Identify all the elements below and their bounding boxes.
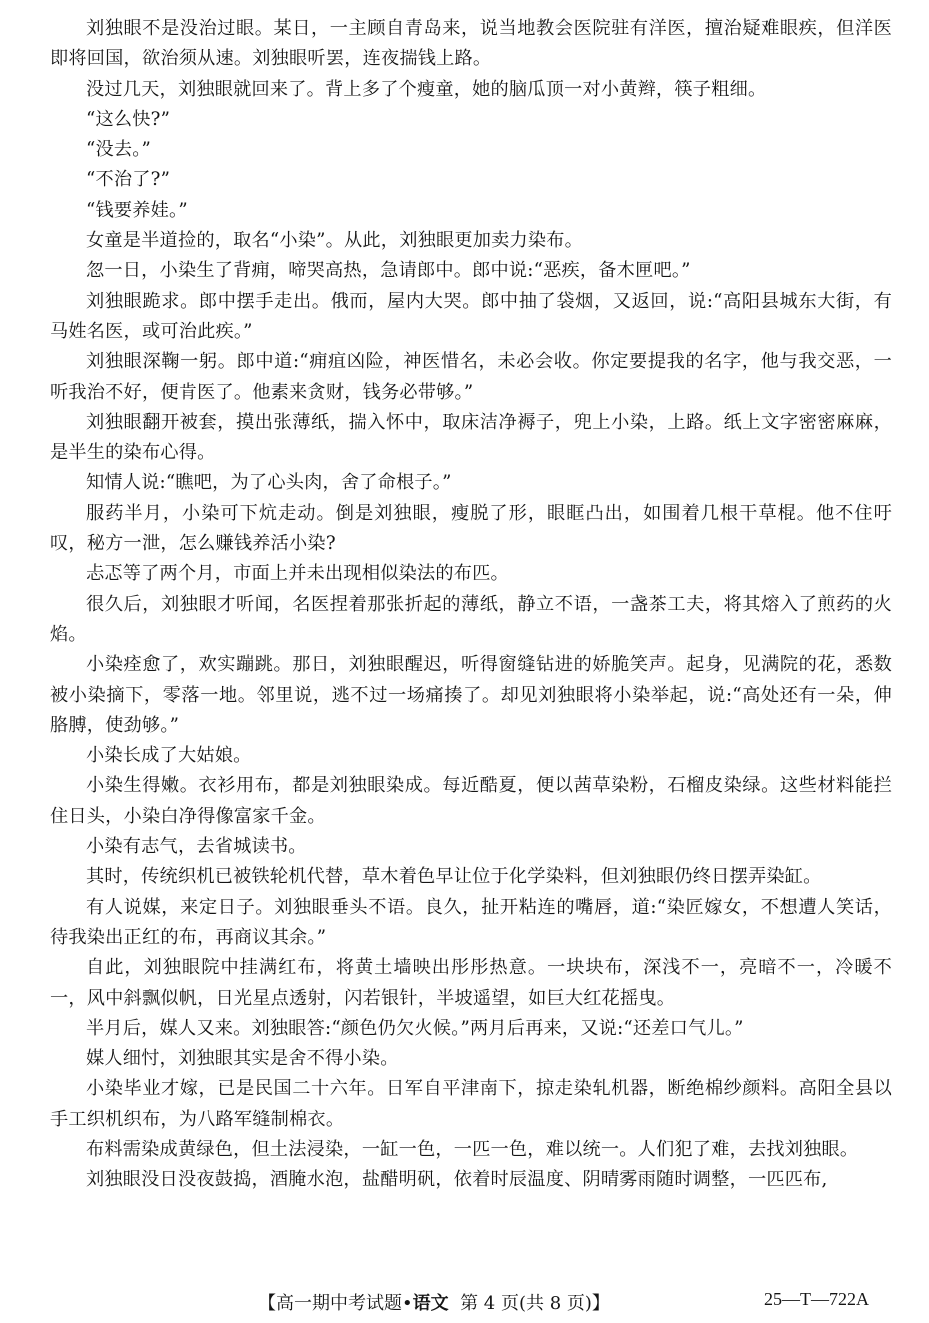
paragraph: 半月后，媒人又来。刘独眼答:“颜色仍欠火候。”两月后再来，又说:“还差口气儿。” [86,1017,744,1039]
paragraph: 刘独眼跪求。郎中摆手走出。俄而，屋内大哭。郎中抽了袋烟，又返回，说:“高阳县城东大街，有马姓名医，或可治此疾。” [50,290,892,342]
footer-close-bracket: 】 [591,1293,610,1314]
paragraph: 小染毕业才嫁，已是民国二十六年。日军自平津南下，掠走染轧机器，断绝棉纱颜料。高阳全县以手工织机织布，为八路军缝制棉衣。 [50,1078,892,1130]
paragraph: 小染生得嫩。衣衫用布，都是刘独眼染成。每近酷夏，便以茜草染粉，石榴皮染绿。这些材料能拦住日头，小染白净得像富家千金。 [50,775,892,827]
paragraph: “不治了?” [86,169,171,191]
paragraph: 女童是半道捡的，取名“小染”。从此，刘独眼更加卖力染布。 [86,230,584,252]
paragraph: 布料需染成黄绿色，但土法浸染，一缸一色，一匹一色，难以统一。人们犯了难，去找刘独眼。 [86,1138,859,1160]
paragraph: 刘独眼深鞠一躬。郎中道:“痈疽凶险，神医惜名，未必会收。你定要提我的名字，他与我交恶，一听我治不好，便肯医了。他素来贪财，钱务必带够。” [50,351,892,403]
paragraph: “这么快?” [86,108,171,130]
paragraph: 忽一日，小染生了背痈，啼哭高热，急请郎中。郎中说:“恶疾，备木匣吧。” [86,260,691,282]
paragraph: 服药半月，小染可下炕走动。倒是刘独眼，瘦脱了形，眼眶凸出，如围着几根干草棍。他不住吁叹，秘方一泄，怎么赚钱养活小染? [50,502,892,555]
footer-page-info: 第 4 页(共 8 页) [460,1293,592,1314]
paragraph: 刘独眼不是没治过眼。某日，一主顾自青岛来，说当地教会医院驻有洋医，擅治疑难眼疾，但洋医即将回国，欲治须从速。刘独眼听罢，连夜揣钱上路。 [50,18,892,70]
paragraph: 忐忑等了两个月，市面上并未出现相似染法的布匹。 [86,563,509,585]
footer-exam-title: 高一期中考试题 [276,1293,402,1314]
paragraph: 小染有志气，去省城读书。 [86,836,307,858]
page-footer [0,1283,929,1313]
article-body [50,14,892,1196]
paragraph: 有人说媒，来定日子。刘独眼垂头不语。良久，扯开粘连的嘴唇，道:“染匠嫁女，不想遭人笑话，待我染出正红的布，再商议其余。” [50,896,892,948]
paragraph: 没过几天，刘独眼就回来了。背上多了个瘦童，她的脑瓜顶一对小黄辫，筷子粗细。 [86,78,767,100]
footer-subject: 语文 [412,1293,449,1314]
paragraph: “钱要养娃。” [86,199,188,221]
footer-exam-info [258,1289,610,1315]
paragraph: 自此，刘独眼院中挂满红布，将黄土墙映出彤彤热意。一块块布，深浅不一，亮暗不一，冷暖不一，风中斜飘似帆，日光星点透射，闪若银针，半坡遥望，如巨大红花摇曳。 [50,957,892,1009]
paragraph: 小染长成了大姑娘。 [86,745,252,767]
paragraph: “没去。” [86,139,152,161]
paragraph: 刘独眼翻开被套，摸出张薄纸，揣入怀中，取床洁净褥子，兜上小染，上路。纸上文字密密麻麻，是半生的染布心得。 [50,411,892,464]
paragraph: 小染痊愈了，欢实蹦跳。那日，刘独眼醒迟，听得窗缝钻进的娇脆笑声。起身，见满院的花，悉数被小染摘下，零落一地。邻里说，逃不过一场痛揍了。却见刘独眼将小染举起，说:“高处还有一朵，伸胳膊，使劲够。” [50,654,892,736]
paragraph: 刘独眼没日没夜鼓捣，酒腌水泡，盐醋明矾，依着时辰温度、阴晴雾雨随时调整，一匹匹布, [86,1169,828,1191]
footer-separator: • [402,1293,413,1314]
footer-open-bracket: 【 [258,1293,276,1314]
paragraph: 媒人细忖，刘独眼其实是舍不得小染。 [86,1048,399,1070]
paragraph: 知情人说:“瞧吧，为了心头肉，舍了命根子。” [86,472,452,494]
paragraph: 很久后，刘独眼才听闻，名医捏着那张折起的薄纸，静立不语，一盏茶工夫，将其熔入了煎药的火焰。 [50,593,892,645]
paragraph: 其时，传统织机已被铁轮机代替，草木着色早让位于化学染料，但刘独眼仍终日摆弄染缸。 [86,866,822,888]
footer-paper-code: 25—T—722A [764,1289,869,1309]
